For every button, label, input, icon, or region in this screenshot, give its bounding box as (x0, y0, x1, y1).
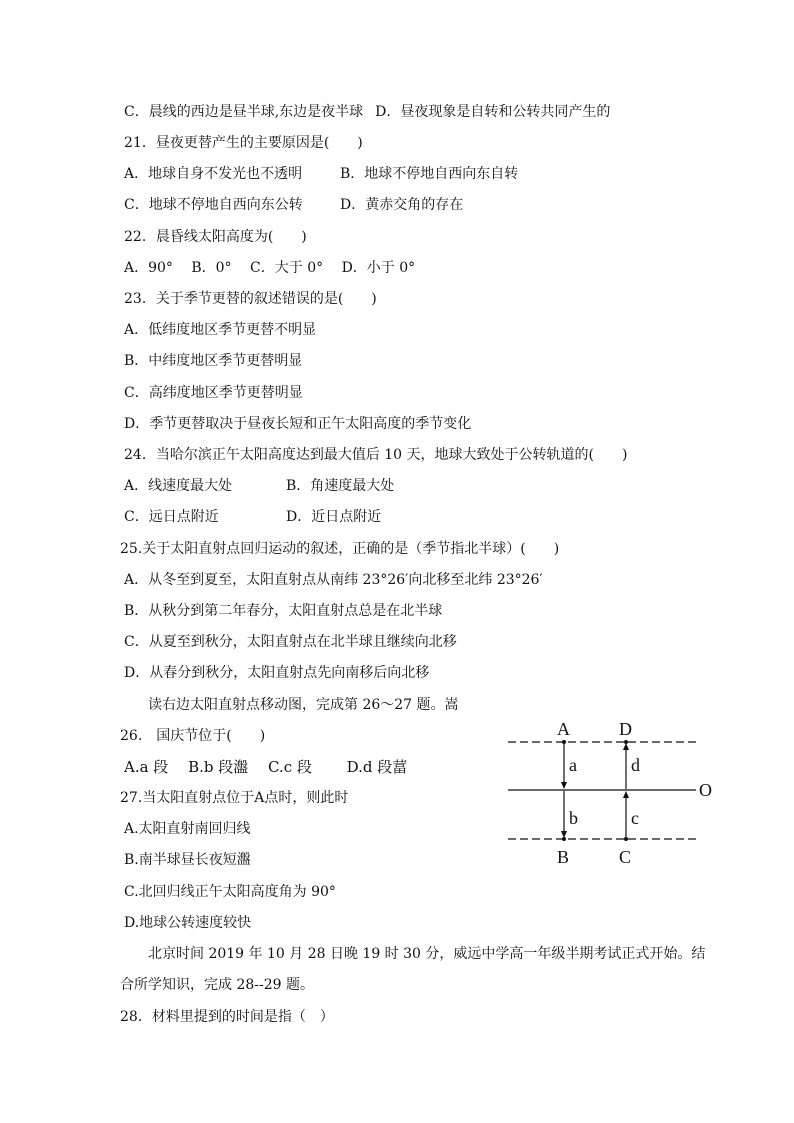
q23-option-a: A．低纬度地区季节更替不明显 (124, 322, 317, 338)
q22-option-d: D．小于 0° (341, 260, 416, 276)
q27-stem: 27.当太阳直射点位于A点时，则此时 (120, 790, 349, 806)
point-b (562, 837, 566, 841)
label-d: d (631, 755, 640, 775)
q22-option-b: B．0° (191, 260, 232, 276)
q21-option-b: B．地球不停地自西向东自转 (340, 166, 519, 182)
point-d (624, 740, 628, 744)
label-B: B (557, 847, 570, 867)
q23-stem: 23．关于季节更替的叙述错误的是( ) (124, 291, 377, 307)
q22-option-a: A．90° (124, 260, 173, 276)
q25-stem: 25.关于太阳直射点回归运动的叙述，正确的是（季节指北半球）( ) (120, 541, 560, 557)
q26-stem: 26. 国庆节位于( ) (120, 728, 266, 744)
q25-option-d: D．从春分到秋分，太阳直射点先向南移后向北移 (124, 665, 430, 681)
q21-stem: 21．昼夜更替产生的主要原因是( ) (124, 135, 363, 151)
label-b: b (569, 808, 578, 828)
q24-stem: 24．当哈尔滨正午太阳高度达到最大值后 10 天，地球大致处于公转轨道的( ) (124, 447, 628, 463)
q27-option-b: B.南半球昼长夜短瀊 (124, 852, 251, 868)
q21-option-a: A．地球自身不发光也不透明 (124, 166, 303, 182)
q27-option-d: D.地球公转速度较快 (124, 915, 252, 931)
q22-stem: 22．晨昏线太阳高度为( ) (124, 229, 307, 245)
point-c (624, 837, 628, 841)
q20-option-c: C．晨线的西边是昼半球,东边是夜半球 (124, 104, 364, 120)
arrow-d-head (623, 743, 629, 750)
q27-option-a: A.太阳直射南回归线 (124, 821, 251, 837)
label-c: c (631, 808, 639, 828)
q23-option-c: C．高纬度地区季节更替明显 (124, 385, 303, 401)
q25-option-b: B．从秋分到第二年春分，太阳直射点总是在北半球 (124, 603, 443, 619)
label-a: a (569, 755, 577, 775)
label-A: A (557, 719, 570, 739)
label-C: C (619, 847, 632, 867)
q28-stem: 28．材料里提到的时间是指（ ） (120, 1009, 334, 1025)
q22-options (124, 259, 415, 277)
label-O: O (699, 780, 712, 800)
q24-option-d: D．近日点附近 (286, 509, 382, 525)
q23-option-b: B．中纬度地区季节更替明显 (124, 353, 303, 369)
label-D: D (619, 719, 632, 739)
arrow-c-head (623, 791, 629, 798)
q25-option-c: C．从夏至到秋分，太阳直射点在北半球且继续向北移 (124, 634, 457, 650)
intro-26-27: 读右边太阳直射点移动图，完成第 26～27 题。嵩 (148, 697, 459, 713)
intro-28-29-line1: 北京时间 2019 年 10 月 28 日晚 19 时 30 分，威远中学高一年级半期考试正式开始。结 (148, 946, 706, 962)
q24-option-c: C．远日点附近 (124, 509, 219, 525)
sun-point-diagram (500, 712, 730, 872)
q21-option-c: C．地球不停地自西向东公转 (124, 197, 303, 213)
q22-option-c: C．大于 0° (250, 260, 324, 276)
arrow-a-head (561, 782, 567, 789)
q25-option-a: A．从冬至到夏至，太阳直射点从南纬 23°26′向北移至北纬 23°26′ (124, 572, 543, 588)
q20-options (124, 103, 610, 121)
q27-option-c: C.北回归线正午太阳高度角为 90° (124, 884, 336, 900)
q21-option-d: D．黄赤交角的存在 (340, 197, 464, 213)
arrow-b-head (561, 831, 567, 838)
point-a (562, 740, 566, 744)
intro-28-29-line2: 合所学知识，完成 28--29 题。 (120, 977, 314, 993)
q24-option-b: B．角速度最大处 (286, 478, 395, 494)
q26-options: A.a 段 B.b 段瀊 C.c 段 D.d 段葍 (124, 758, 408, 776)
q24-option-a: A．线速度最大处 (124, 478, 233, 494)
q23-option-d: D．季节更替取决于昼夜长短和正午太阳高度的季节变化 (124, 416, 472, 432)
q20-option-d: D．昼夜现象是自转和公转共同产生的 (375, 104, 611, 120)
